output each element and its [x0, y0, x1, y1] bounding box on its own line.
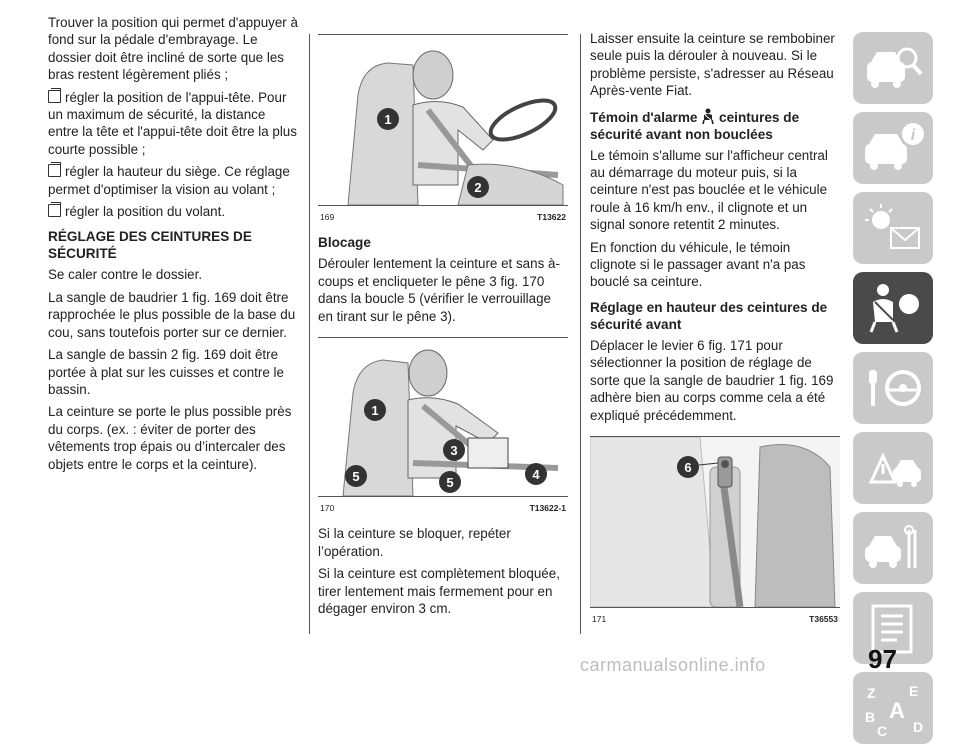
callout-6: 6 — [684, 459, 692, 475]
paragraph: Trouver la position qui permet d'appuyer à fond sur la pédale d'embrayage. Le dossier doit être incliné de sorte que les bras restent légèrement pliés ; — [48, 15, 298, 83]
figure-170-illustration — [318, 338, 568, 496]
tab-car-warning[interactable] — [853, 432, 933, 504]
bullet-icon — [48, 90, 61, 103]
bullet-item — [48, 163, 298, 198]
car-info-icon — [853, 112, 933, 184]
section-heading — [590, 108, 840, 143]
figure-169-illustration — [318, 35, 568, 205]
seat-belt-airbag-icon — [853, 272, 933, 344]
paragraph: En fonction du véhicule, le témoin clignote si le passager avant n'a pas bouclé sa ceinture. — [590, 239, 806, 290]
tab-key-steering-wheel[interactable] — [853, 352, 933, 424]
tab-car-service[interactable] — [853, 512, 933, 584]
car-warning-icon — [853, 432, 933, 504]
callout-5: 5 — [352, 469, 360, 485]
paragraph: Si la ceinture est complètement bloquée, tirer lentement mais fermement pour en dégager environ 3 cm. — [318, 566, 560, 617]
figure-171-illustration — [590, 437, 840, 607]
seat-belt-warning-icon — [701, 108, 715, 124]
watermark: carmanualsonline.info — [580, 655, 766, 675]
index-az-icon — [853, 672, 933, 744]
figure-caption — [590, 608, 840, 628]
paragraph: Dérouler lentement la ceinture et sans à-coups et encliqueter le pêne 3 fig. 170 dans la boucle 5 (vérifier le verrouillage en tirant sur le pêne 3). — [318, 256, 560, 324]
paragraph: La sangle de bassin 2 fig. 169 doit être portée à plat sur les cuisses et contre le bassin. — [48, 347, 284, 397]
svg-text:C: C — [877, 723, 888, 739]
svg-text:A: A — [889, 698, 905, 723]
figure-caption — [318, 497, 568, 517]
paragraph: Le témoin s'allume sur l'afficheur central au démarrage du moteur puis, si la ceinture n'est pas bouclée et le véhicule roule à 16 km/h env., il clignote et un signal sonore retentit 2 minutes. — [590, 147, 828, 233]
column-3 — [590, 30, 840, 636]
heading-text: Témoin d'alarme — [590, 109, 698, 125]
callout-1: 1 — [371, 403, 379, 419]
bullet-text: régler la hauteur du siège. Ce réglage permet d'optimiser la vision au volant ; — [48, 164, 290, 197]
svg-text:Z: Z — [867, 685, 876, 701]
figure-170 — [318, 337, 568, 517]
column-divider-left — [309, 34, 310, 634]
tab-index[interactable] — [853, 672, 933, 744]
car-search-icon — [853, 32, 933, 104]
callout-1: 1 — [384, 112, 392, 127]
callout-5: 5 — [446, 475, 454, 491]
column-2 — [318, 34, 568, 622]
bullet-item — [48, 89, 298, 159]
svg-text:i: i — [910, 127, 916, 144]
figure-number: 170 — [320, 503, 335, 514]
heading-text: ceintures de sécurité avant non bouclées — [590, 109, 800, 142]
figure-reference: T13622 — [537, 212, 566, 222]
paragraph: La sangle de baudrier 1 fig. 169 doit être rapprochée le plus possible de la base du cou, sans toutefois porter sur ce dernier. — [48, 289, 296, 340]
figure-171 — [590, 436, 840, 628]
paragraph: Se caler contre le dossier. — [48, 267, 203, 283]
figure-169 — [318, 34, 568, 226]
page-number: 97 — [868, 644, 897, 674]
bullet-text: régler la position du volant. — [65, 204, 226, 220]
column-1 — [48, 14, 298, 478]
figure-number: 169 — [320, 212, 335, 222]
tab-seat-belt-airbag[interactable] — [853, 272, 933, 344]
figure-reference: T13622-1 — [529, 503, 566, 514]
column-divider-right — [580, 34, 581, 634]
figure-reference: T36553 — [809, 613, 838, 624]
tab-car-info[interactable] — [853, 112, 933, 184]
section-heading: Blocage — [318, 235, 371, 251]
tab-car-search[interactable] — [853, 32, 933, 104]
paragraph: Si la ceinture se bloquer, repéter l’opération. — [318, 526, 511, 559]
bullet-icon — [48, 204, 61, 217]
section-heading: RÉGLAGE DES CEINTURES DE SÉCURITÉ — [48, 229, 252, 262]
tab-warning-lights[interactable] — [853, 192, 933, 264]
paragraph: Laisser ensuite la ceinture se rembobiner seule puis la dérouler à nouveau. Si le problème persiste, s'adresser au Réseau Après-vente Fiat. — [590, 31, 835, 99]
svg-text:D: D — [913, 719, 924, 735]
figure-number: 171 — [592, 613, 607, 624]
paragraph: Déplacer le levier 6 fig. 171 pour sélectionner la position de réglage de sorte que la sangle de baudrier 1 fig. 169 adhère bien au corps comme cela a été expliqué précédemment. — [590, 337, 834, 423]
key-steering-wheel-icon — [853, 352, 933, 424]
paragraph: La ceinture se porte le plus possible près du corps. (ex. : éviter de porter des vêtements trop épais ou d’intercaler des objets entre le corps et la ceinture). — [48, 404, 292, 472]
bullet-item — [48, 203, 298, 220]
section-heading: Réglage en hauteur des ceintures de sécurité avant — [590, 299, 828, 332]
car-service-icon — [853, 512, 933, 584]
callout-4: 4 — [532, 467, 540, 483]
svg-text:B: B — [865, 709, 876, 725]
warning-lights-icon — [853, 192, 933, 264]
figure-caption — [318, 206, 568, 226]
bullet-text: régler la position de l'appui-tête. Pour un maximum de sécurité, la distance entre la tête et l'appui-tête doit être la plus courte possible ; — [48, 89, 297, 157]
callout-3: 3 — [450, 443, 458, 459]
bullet-icon — [48, 164, 61, 177]
svg-text:E: E — [909, 683, 919, 699]
callout-2: 2 — [474, 180, 482, 195]
